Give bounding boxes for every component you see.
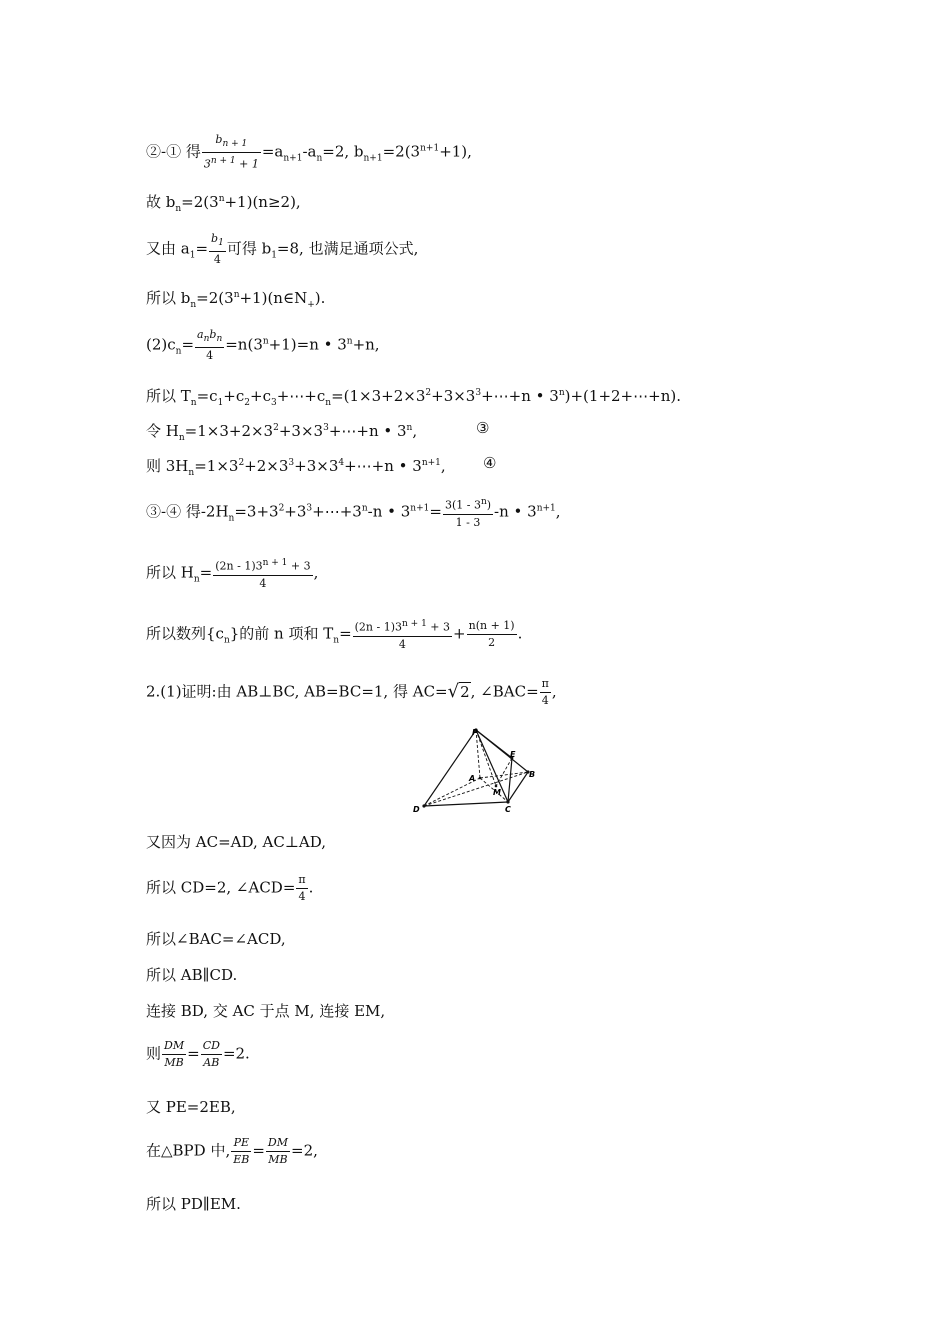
superscript: n <box>218 194 225 204</box>
fraction <box>540 677 551 708</box>
text: +⋯+n • 3 <box>344 457 422 475</box>
text: 所以 b <box>146 289 191 307</box>
frac-num-sup: n + 1 <box>402 619 427 629</box>
text: =a <box>261 142 284 161</box>
text: +c <box>250 387 271 405</box>
subscript: n <box>175 346 182 357</box>
solution-line-16: 所以 AB∥CD. <box>146 966 238 984</box>
frac-num: CD <box>201 1039 222 1055</box>
frac-den: 4 <box>213 253 221 267</box>
text: =c <box>196 387 218 405</box>
frac-den: 4 <box>259 576 267 590</box>
text: , <box>555 502 561 521</box>
text: 又由 a <box>146 239 190 258</box>
text: 所以数列{c <box>146 624 224 643</box>
solution-line-21: 所以 PD∥EM. <box>146 1195 241 1213</box>
solution-line-11 <box>146 617 522 652</box>
label-M: M <box>493 788 501 797</box>
text: ②-① 得 <box>146 142 201 161</box>
text: =1×3+2×3 <box>184 422 274 440</box>
text: 所以 CD=2, ∠ACD= <box>146 878 296 897</box>
text: +1)(n∈N <box>239 289 308 307</box>
superscript: 2 <box>238 458 245 468</box>
frac-den-tail: + 1 <box>235 157 259 171</box>
subscript: + <box>307 300 315 310</box>
superscript: 3 <box>306 503 313 514</box>
frac-num-tail: ) <box>486 498 492 512</box>
frac-den: 4 <box>398 637 406 651</box>
solution-line-13: 又因为 AC=AD, AC⊥AD, <box>146 833 327 851</box>
frac-num-sup: n + 1 <box>262 558 288 568</box>
frac-den: 2 <box>488 635 496 649</box>
text: = <box>195 239 209 258</box>
text: . <box>517 624 523 643</box>
frac-num-sub: n <box>203 334 210 345</box>
superscript: 3 <box>288 458 295 468</box>
solution-line-9 <box>146 495 561 530</box>
subscript: n+1 <box>363 153 383 164</box>
text: = <box>199 563 213 582</box>
frac-den: AB <box>203 1056 220 1069</box>
solution-line-14 <box>146 873 313 904</box>
fraction <box>162 1039 186 1070</box>
frac-num-sub: n + 1 <box>222 139 248 150</box>
text: 2.(1)证明:由 AB⊥BC, AB=BC=1, 得 AC= <box>146 682 448 701</box>
text: +⋯+3 <box>312 502 362 521</box>
superscript: n <box>262 336 269 347</box>
subscript: 3 <box>271 398 277 408</box>
subscript: n <box>333 635 340 646</box>
text: +3×3 <box>278 422 324 440</box>
text: +2×3 <box>244 457 289 475</box>
frac-num-sub: n <box>216 334 223 345</box>
subscript: n+1 <box>283 153 303 164</box>
frac-num: b <box>209 328 217 341</box>
fraction <box>231 1136 251 1167</box>
frac-den-sup: n + 1 <box>210 156 236 167</box>
frac-num: n(n + 1) <box>467 619 517 635</box>
text: }的前 n 项和 T <box>229 624 334 643</box>
frac-den: 1 - 3 <box>455 515 481 529</box>
superscript: n+1 <box>421 458 441 468</box>
frac-num: π <box>296 873 307 889</box>
solution-line-15: 所以∠BAC=∠ACD, <box>146 930 286 948</box>
label-B: B <box>529 770 536 779</box>
subscript: 2 <box>244 398 251 408</box>
text: =2(3 <box>382 142 421 161</box>
text: +3×3 <box>431 387 476 405</box>
text: . <box>308 878 314 897</box>
superscript: n+1 <box>410 503 430 514</box>
solution-line-5 <box>146 328 380 363</box>
subscript: n <box>193 574 200 585</box>
frac-num-tail: + 3 <box>426 620 451 634</box>
text: +1), <box>439 142 472 161</box>
fraction <box>209 232 226 267</box>
frac-num: (2n - 1)3 <box>354 620 403 634</box>
solution-line-20 <box>146 1136 318 1167</box>
subscript: n <box>175 204 182 214</box>
frac-num-tail: + 3 <box>287 559 311 573</box>
label-P: P <box>472 728 478 737</box>
superscript: 2 <box>425 388 432 398</box>
frac-num: (2n - 1)3 <box>215 559 263 573</box>
text: -a <box>302 142 317 161</box>
text: = <box>187 1044 200 1063</box>
text: (2)c <box>146 335 176 354</box>
text: =3+3 <box>234 502 279 521</box>
text: =2. <box>222 1044 250 1063</box>
solution-line-3 <box>146 232 418 267</box>
text: +⋯+n • 3 <box>481 387 559 405</box>
fraction <box>443 495 493 530</box>
text: + <box>453 624 466 643</box>
solution-line-8 <box>146 453 446 483</box>
text: 在△BPD 中, <box>146 1141 231 1160</box>
frac-den: 4 <box>541 694 549 707</box>
equation-tag-4: ④ <box>483 454 497 472</box>
text: = <box>181 335 195 354</box>
solution-line-19: 又 PE=2EB, <box>146 1098 236 1116</box>
label-C: C <box>505 805 511 814</box>
solution-line-7 <box>146 418 417 448</box>
frac-den: 4 <box>298 890 306 903</box>
text: = <box>339 624 352 643</box>
fraction <box>467 619 517 650</box>
text: , <box>440 457 446 475</box>
subscript: n <box>188 468 195 478</box>
text: +3 <box>284 502 307 521</box>
frac-num: PE <box>231 1136 251 1152</box>
text: =2(3 <box>181 193 219 211</box>
fraction <box>213 556 312 591</box>
superscript: 3 <box>475 388 482 398</box>
text: =2, <box>291 1141 318 1160</box>
sqrt-sign: √ <box>447 680 460 702</box>
frac-den: EB <box>233 1153 250 1166</box>
text: +3×3 <box>294 457 339 475</box>
fraction <box>353 617 452 652</box>
frac-num: a <box>197 328 204 341</box>
text: 令 H <box>146 422 179 440</box>
frac-num: DM <box>266 1136 290 1152</box>
subscript: 1 <box>189 250 196 261</box>
subscript: n <box>178 433 185 443</box>
solution-line-1 <box>146 133 472 172</box>
frac-num-sub: 1 <box>218 238 224 249</box>
superscript: n <box>406 423 413 433</box>
superscript: n <box>233 290 240 300</box>
text: +1)=n • 3 <box>268 335 347 354</box>
solution-line-10 <box>146 556 318 591</box>
text: ). <box>314 289 326 307</box>
text: 可得 b <box>226 239 272 258</box>
subscript: n <box>190 300 197 310</box>
solution-line-17: 连接 BD, 交 AC 于点 M, 连接 EM, <box>146 1002 386 1020</box>
text: , ∠BAC= <box>470 682 539 701</box>
superscript: n <box>361 503 368 514</box>
fraction <box>201 1039 222 1070</box>
text: =n(3 <box>225 335 263 354</box>
text: =1×3 <box>194 457 239 475</box>
text: =2, b <box>322 142 364 161</box>
text: 所以 H <box>146 563 194 582</box>
text: -n • 3 <box>367 502 411 521</box>
text: -n • 3 <box>494 502 537 521</box>
fraction <box>266 1136 290 1167</box>
frac-den: MB <box>268 1153 288 1166</box>
solution-line-2 <box>146 189 301 219</box>
superscript: n <box>346 336 353 347</box>
text: = <box>429 502 442 521</box>
label-D: D <box>413 805 420 814</box>
superscript: n <box>558 388 565 398</box>
frac-den: MB <box>164 1056 184 1069</box>
sqrt <box>448 682 471 702</box>
text: , <box>412 422 418 440</box>
frac-num: DM <box>162 1039 186 1055</box>
frac-num: π <box>540 677 551 693</box>
text: ③-④ 得-2H <box>146 502 229 521</box>
text: =(1×3+2×3 <box>331 387 426 405</box>
text: 故 b <box>146 193 176 211</box>
subscript: n <box>325 398 332 408</box>
subscript: 1 <box>217 398 224 408</box>
frac-den: 3 <box>203 157 211 171</box>
label-A: A <box>469 774 476 783</box>
text: +c <box>223 387 245 405</box>
text: 则 <box>146 1044 162 1063</box>
fraction <box>202 133 261 172</box>
solution-line-18 <box>146 1039 250 1070</box>
subscript: n <box>228 513 235 524</box>
text: = <box>252 1141 265 1160</box>
frac-num: b <box>211 232 219 245</box>
text: 所以 T <box>146 387 191 405</box>
equation-tag-3: ③ <box>476 419 490 437</box>
subscript: 1 <box>271 250 277 261</box>
superscript: 2 <box>278 503 285 514</box>
text: , <box>551 682 557 701</box>
text: +⋯+n • 3 <box>328 422 407 440</box>
text: +1)(n≥2), <box>224 193 301 211</box>
superscript: n+1 <box>420 143 440 154</box>
solution-line-6 <box>146 383 681 413</box>
frac-num-sup: n <box>480 497 487 507</box>
solution-line-4 <box>146 285 325 315</box>
superscript: n+1 <box>536 503 556 514</box>
subscript: n <box>190 398 197 408</box>
superscript: 4 <box>338 458 345 468</box>
solution-line-12 <box>146 677 557 708</box>
pyramid-figure <box>410 726 546 814</box>
frac-num: b <box>215 133 223 146</box>
sqrt-radicand: 2 <box>460 682 470 701</box>
fraction <box>195 328 224 363</box>
frac-den: 4 <box>206 349 214 363</box>
text: 则 3H <box>146 457 189 475</box>
subscript: n <box>316 153 323 164</box>
label-E: E <box>510 750 516 759</box>
superscript: 3 <box>323 423 329 433</box>
text: +⋯+c <box>276 387 326 405</box>
frac-num: 3(1 - 3 <box>444 498 481 512</box>
fraction <box>296 873 307 904</box>
text: )+(1+2+⋯+n). <box>564 387 681 405</box>
text: +n, <box>352 335 380 354</box>
superscript: 2 <box>273 423 279 433</box>
text: =2(3 <box>196 289 234 307</box>
text: =8, 也满足通项公式, <box>276 239 419 258</box>
subscript: n <box>223 635 230 646</box>
text: , <box>313 563 319 582</box>
